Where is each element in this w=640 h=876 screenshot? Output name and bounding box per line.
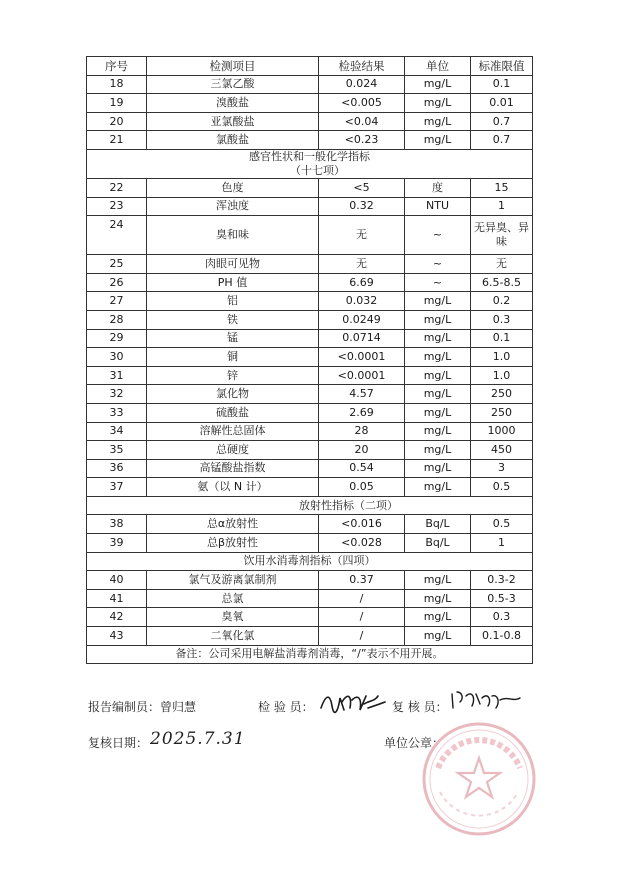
cell-limit: 250 <box>471 385 533 404</box>
cell-no: 42 <box>87 608 147 627</box>
cell-result: 4.57 <box>319 385 405 404</box>
cell-result: / <box>319 608 405 627</box>
table-row <box>87 627 533 646</box>
cell-limit: 1.0 <box>471 366 533 385</box>
cell-no: 22 <box>87 178 147 197</box>
cell-limit: 0.2 <box>471 292 533 311</box>
header-item: 检测项目 <box>147 57 319 76</box>
cell-limit: 0.1 <box>471 329 533 348</box>
header-no: 序号 <box>87 57 147 76</box>
cell-unit: mg/L <box>405 366 471 385</box>
review-date-value: 2025.7.31 <box>150 729 246 749</box>
table-row <box>87 385 533 404</box>
table-row <box>87 403 533 422</box>
cell-no: 41 <box>87 589 147 608</box>
cell-unit: mg/L <box>405 75 471 94</box>
cell-no: 37 <box>87 478 147 497</box>
cell-item: 总氯 <box>147 589 319 608</box>
cell-no: 43 <box>87 627 147 646</box>
rows-group-d <box>87 515 533 552</box>
section-disinfectant <box>87 552 533 571</box>
cell-item: 浑浊度 <box>147 197 319 216</box>
compiler-name: 曾归慧 <box>160 700 197 714</box>
section-title: 放射性指标（二项） <box>87 496 533 515</box>
cell-result: <0.23 <box>319 131 405 150</box>
cell-result: <0.016 <box>319 515 405 534</box>
table-row <box>87 131 533 150</box>
cell-no: 30 <box>87 348 147 367</box>
cell-limit: 0.3 <box>471 608 533 627</box>
cell-limit: 250 <box>471 403 533 422</box>
cell-unit: ~ <box>405 216 471 255</box>
cell-limit: 0.1-0.8 <box>471 627 533 646</box>
cell-no: 28 <box>87 310 147 329</box>
cell-unit: mg/L <box>405 292 471 311</box>
cell-result: <0.028 <box>319 534 405 553</box>
row-24-group <box>87 216 533 255</box>
cell-result: 2.69 <box>319 403 405 422</box>
cell-no: 35 <box>87 441 147 460</box>
cell-item: 总β放射性 <box>147 534 319 553</box>
reviewer-label: 复 核 员： <box>392 700 448 714</box>
header-unit: 单位 <box>405 57 471 76</box>
cell-unit: mg/L <box>405 422 471 441</box>
cell-unit: mg/L <box>405 478 471 497</box>
cell-item: 氨（以 N 计） <box>147 478 319 497</box>
cell-no: 38 <box>87 515 147 534</box>
cell-item: 溶解性总固体 <box>147 422 319 441</box>
cell-result: <0.005 <box>319 94 405 113</box>
cell-item: 高锰酸盐指数 <box>147 459 319 478</box>
cell-limit: 0.5-3 <box>471 589 533 608</box>
cell-no: 24 <box>87 216 147 255</box>
cell-unit: mg/L <box>405 627 471 646</box>
cell-no: 33 <box>87 403 147 422</box>
cell-item: 锌 <box>147 366 319 385</box>
cell-limit: 450 <box>471 441 533 460</box>
section-row <box>87 149 533 178</box>
compiler-field <box>88 698 196 715</box>
cell-result: <5 <box>319 178 405 197</box>
rows-group-e <box>87 571 533 645</box>
inspector-signature-icon <box>318 690 388 716</box>
cell-item: 铁 <box>147 310 319 329</box>
compiler-label: 报告编制员： <box>88 700 161 714</box>
cell-limit: 1 <box>471 197 533 216</box>
section-radioactive <box>87 496 533 515</box>
table-row <box>87 292 533 311</box>
cell-unit: mg/L <box>405 608 471 627</box>
cell-result: 无 <box>319 216 405 255</box>
table-row <box>87 273 533 292</box>
section-title-line2: （十七项） <box>290 163 345 177</box>
cell-no: 36 <box>87 459 147 478</box>
cell-result: 20 <box>319 441 405 460</box>
table-row <box>87 571 533 590</box>
cell-result: 0.0714 <box>319 329 405 348</box>
cell-limit: 6.5-8.5 <box>471 273 533 292</box>
cell-result: 0.32 <box>319 197 405 216</box>
cell-no: 23 <box>87 197 147 216</box>
cell-unit: Bq/L <box>405 534 471 553</box>
cell-unit: mg/L <box>405 385 471 404</box>
cell-item: 总α放射性 <box>147 515 319 534</box>
table-row <box>87 112 533 131</box>
table-row <box>87 459 533 478</box>
cell-unit: mg/L <box>405 329 471 348</box>
cell-item: 锰 <box>147 329 319 348</box>
seal-label: 单位公章： <box>384 736 445 750</box>
table-row <box>87 197 533 216</box>
header-result: 检验结果 <box>319 57 405 76</box>
cell-limit: 1 <box>471 534 533 553</box>
table-row <box>87 348 533 367</box>
table-row <box>87 310 533 329</box>
table-header-row <box>87 57 533 76</box>
cell-limit: 15 <box>471 178 533 197</box>
section-row <box>87 496 533 515</box>
section-row <box>87 552 533 571</box>
rows-group-c <box>87 255 533 497</box>
cell-unit: mg/L <box>405 589 471 608</box>
cell-unit: Bq/L <box>405 515 471 534</box>
inspector-label: 检 验 员： <box>258 700 314 714</box>
cell-unit: mg/L <box>405 112 471 131</box>
section-title-line1: 感官性状和一般化学指标 <box>249 149 370 163</box>
water-quality-table <box>86 56 533 664</box>
cell-result: / <box>319 627 405 646</box>
company-seal-icon <box>420 720 538 838</box>
cell-item: 色度 <box>147 178 319 197</box>
cell-result: 0.54 <box>319 459 405 478</box>
remark-note: 备注：公司采用电解盐消毒剂消毒，“/”表示不用开展。 <box>87 645 533 664</box>
cell-result: <0.0001 <box>319 366 405 385</box>
cell-limit: 1.0 <box>471 348 533 367</box>
cell-limit: 0.1 <box>471 75 533 94</box>
rows-group-b <box>87 178 533 215</box>
section-sensory <box>87 149 533 178</box>
cell-item: 三氯乙酸 <box>147 75 319 94</box>
cell-unit: mg/L <box>405 441 471 460</box>
cell-no: 34 <box>87 422 147 441</box>
cell-limit: 0.3 <box>471 310 533 329</box>
cell-item: 铜 <box>147 348 319 367</box>
cell-item: 氯酸盐 <box>147 131 319 150</box>
cell-limit: 0.3-2 <box>471 571 533 590</box>
table-row <box>87 94 533 113</box>
cell-unit: ~ <box>405 255 471 274</box>
cell-no: 25 <box>87 255 147 274</box>
cell-item: 氯气及游离氯制剂 <box>147 571 319 590</box>
cell-limit: 0.7 <box>471 131 533 150</box>
cell-result: <0.0001 <box>319 348 405 367</box>
cell-limit: 3 <box>471 459 533 478</box>
cell-limit: 0.5 <box>471 515 533 534</box>
cell-item: 硫酸盐 <box>147 403 319 422</box>
cell-unit: mg/L <box>405 459 471 478</box>
rows-group-a <box>87 75 533 149</box>
note-row <box>87 645 533 664</box>
cell-result: <0.04 <box>319 112 405 131</box>
cell-no: 31 <box>87 366 147 385</box>
cell-limit: 0.5 <box>471 478 533 497</box>
cell-limit: 1000 <box>471 422 533 441</box>
cell-limit: 无异臭、异味 <box>471 216 533 255</box>
cell-unit: ~ <box>405 273 471 292</box>
note-group <box>87 645 533 664</box>
cell-no: 21 <box>87 131 147 150</box>
cell-item: 铝 <box>147 292 319 311</box>
table-row <box>87 589 533 608</box>
cell-item: 总硬度 <box>147 441 319 460</box>
cell-result: 0.37 <box>319 571 405 590</box>
header-limit: 标准限值 <box>471 57 533 76</box>
cell-result: 28 <box>319 422 405 441</box>
cell-item: 臭氧 <box>147 608 319 627</box>
table-row <box>87 178 533 197</box>
cell-result: 无 <box>319 255 405 274</box>
table-row <box>87 255 533 274</box>
cell-result: 0.0249 <box>319 310 405 329</box>
cell-no: 18 <box>87 75 147 94</box>
cell-limit: 0.01 <box>471 94 533 113</box>
section-title: 饮用水消毒剂指标（四项） <box>87 552 533 571</box>
cell-unit: mg/L <box>405 310 471 329</box>
table-row <box>87 422 533 441</box>
cell-item: 溴酸盐 <box>147 94 319 113</box>
cell-unit: mg/L <box>405 403 471 422</box>
cell-unit: NTU <box>405 197 471 216</box>
table-row <box>87 216 533 255</box>
cell-no: 19 <box>87 94 147 113</box>
table-row <box>87 75 533 94</box>
cell-no: 32 <box>87 385 147 404</box>
section-title <box>87 149 533 178</box>
cell-no: 39 <box>87 534 147 553</box>
cell-unit: mg/L <box>405 571 471 590</box>
cell-result: 0.032 <box>319 292 405 311</box>
cell-result: 0.05 <box>319 478 405 497</box>
reviewer-signature-icon <box>448 688 524 714</box>
review-date-label: 复核日期： <box>88 736 149 750</box>
table-row <box>87 366 533 385</box>
cell-item: 二氧化氯 <box>147 627 319 646</box>
cell-no: 40 <box>87 571 147 590</box>
cell-item: 臭和味 <box>147 216 319 255</box>
table-row <box>87 441 533 460</box>
cell-result: 6.69 <box>319 273 405 292</box>
cell-result: / <box>319 589 405 608</box>
table-row <box>87 329 533 348</box>
cell-item: 氯化物 <box>147 385 319 404</box>
cell-item: 亚氯酸盐 <box>147 112 319 131</box>
cell-unit: mg/L <box>405 94 471 113</box>
cell-no: 27 <box>87 292 147 311</box>
table-row <box>87 478 533 497</box>
cell-no: 26 <box>87 273 147 292</box>
cell-unit: 度 <box>405 178 471 197</box>
cell-limit: 无 <box>471 255 533 274</box>
cell-unit: mg/L <box>405 348 471 367</box>
table-row <box>87 515 533 534</box>
cell-item: 肉眼可见物 <box>147 255 319 274</box>
cell-limit: 0.7 <box>471 112 533 131</box>
table-row <box>87 534 533 553</box>
table-row <box>87 608 533 627</box>
cell-result: 0.024 <box>319 75 405 94</box>
cell-unit: mg/L <box>405 131 471 150</box>
cell-no: 29 <box>87 329 147 348</box>
cell-no: 20 <box>87 112 147 131</box>
cell-item: PH 值 <box>147 273 319 292</box>
